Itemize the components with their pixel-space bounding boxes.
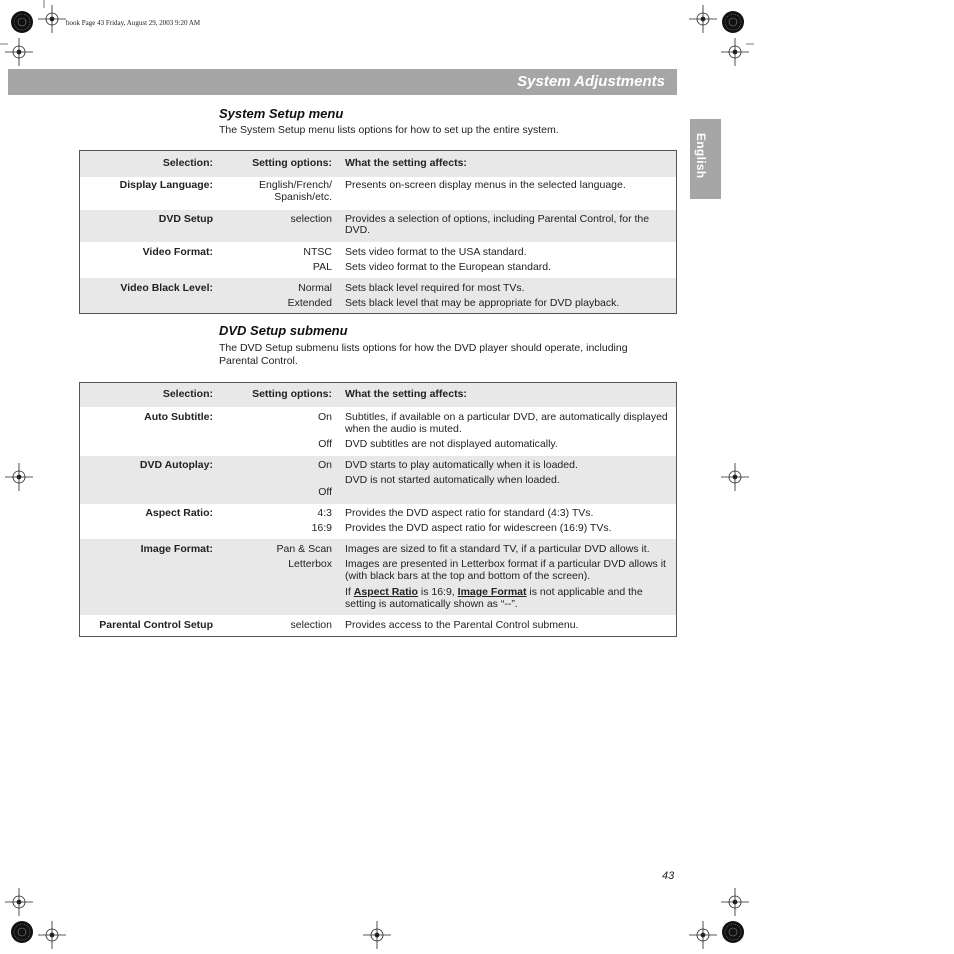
note-middle: is 16:9, — [417, 586, 458, 598]
row-selection: DVD Autoplay: — [139, 459, 213, 471]
row-option: selection — [290, 619, 332, 631]
system-setup-intro: The System Setup menu lists options for how to set up the entire system. — [219, 124, 559, 136]
image-format-link[interactable]: Image Format — [457, 586, 527, 598]
row-option: Letterbox — [288, 558, 332, 570]
row-affects: DVD subtitles are not displayed automatically. — [345, 438, 558, 450]
header-affects: What the setting affects: — [345, 388, 467, 400]
row-affects: Images are sized to fit a standard TV, if a particular DVD allows it. — [345, 543, 650, 555]
row-selection: Image Format: — [140, 543, 213, 555]
language-tab — [690, 119, 721, 199]
page-title: System Adjustments — [517, 73, 665, 90]
aspect-ratio-link[interactable]: Aspect Ratio — [353, 586, 418, 598]
table-row — [80, 177, 676, 210]
note-prefix: If — [345, 586, 354, 598]
row-option: On — [317, 459, 332, 471]
table-header-row — [80, 383, 676, 407]
dvd-setup-intro: The DVD Setup submenu lists options for how the DVD player should operate, including Parental Control. — [219, 342, 628, 367]
dvd-setup-table — [79, 382, 677, 637]
system-setup-table — [79, 150, 677, 314]
language-tab-label: English — [694, 133, 708, 179]
row-option: selection — [290, 213, 332, 225]
row-option: Spanish/etc. — [274, 191, 332, 203]
row-option: Normal — [298, 282, 332, 294]
row-selection: DVD Setup — [158, 213, 213, 225]
row-option: Extended — [287, 297, 332, 309]
header-affects: What the setting affects: — [345, 157, 467, 169]
row-option: 16:9 — [311, 522, 332, 534]
dvd-setup-title: DVD Setup submenu — [219, 323, 348, 338]
row-affects: Sets black level required for most TVs. — [345, 282, 525, 294]
row-affects: DVD starts to play automatically when it is loaded. — [345, 459, 578, 471]
row-option: On — [317, 411, 332, 423]
row-selection: Auto Subtitle: — [144, 411, 213, 423]
header-options: Setting options: — [252, 157, 332, 169]
row-option: PAL — [312, 261, 332, 273]
system-setup-title: System Setup menu — [219, 106, 344, 121]
header-selection: Selection: — [162, 388, 213, 400]
row-affects: Provides a selection of options, including Parental Control, for the — [345, 213, 650, 225]
header-bar — [8, 69, 677, 95]
row-selection: Video Format: — [142, 246, 213, 258]
row-affects: Provides access to the Parental Control submenu. — [345, 619, 579, 631]
table-row — [80, 407, 676, 456]
note-suffix: is not applicable and the setting is automatically shown as “--”. — [345, 586, 643, 610]
row-affects: Sets video format to the European standard. — [345, 261, 552, 273]
row-affects: Provides the DVD aspect ratio for widescreen (16:9) TVs. — [345, 522, 612, 534]
row-affects: Sets black level that may be appropriate for DVD playback. — [345, 297, 620, 309]
row-option: 4:3 — [317, 507, 332, 519]
row-affects: Subtitles, if available on a particular DVD, are automatically displayed when the audio is muted. — [345, 411, 668, 435]
row-affects: DVD is not started automatically when loaded. — [345, 474, 560, 486]
row-option: English/French/ — [259, 179, 332, 191]
row-affects: Images are presented in Letterbox format if a particular DVD allows it (with black bars at the top and bottom of the screen). — [345, 558, 666, 582]
table-header-row — [80, 151, 676, 177]
table-row — [80, 539, 676, 615]
row-selection: Display Language: — [119, 179, 213, 191]
row-selection: Video Black Level: — [120, 282, 213, 294]
table-row — [80, 242, 676, 278]
row-note — [345, 586, 672, 610]
table-row — [80, 278, 676, 313]
table-row — [80, 615, 676, 636]
row-option: NTSC — [303, 246, 332, 258]
page-number: 43 — [662, 870, 675, 882]
row-selection: Parental Control Setup — [99, 619, 213, 631]
row-affects: DVD. — [345, 224, 371, 236]
row-affects: Presents on-screen display menus in the selected language. — [345, 179, 626, 191]
row-affects: Sets video format to the USA standard. — [345, 246, 527, 258]
row-option: Pan & Scan — [276, 543, 332, 555]
table-row — [80, 504, 676, 539]
row-option: Off — [318, 486, 332, 498]
row-option: Off — [318, 438, 332, 450]
row-selection: Aspect Ratio: — [145, 507, 213, 519]
print-slug: book Page 43 Friday, August 29, 2003 9:20 AM — [66, 19, 201, 27]
table-row — [80, 210, 676, 242]
header-selection: Selection: — [162, 157, 213, 169]
header-options: Setting options: — [252, 388, 332, 400]
table-row — [80, 456, 676, 504]
row-affects: Provides the DVD aspect ratio for standard (4:3) TVs. — [345, 507, 594, 519]
